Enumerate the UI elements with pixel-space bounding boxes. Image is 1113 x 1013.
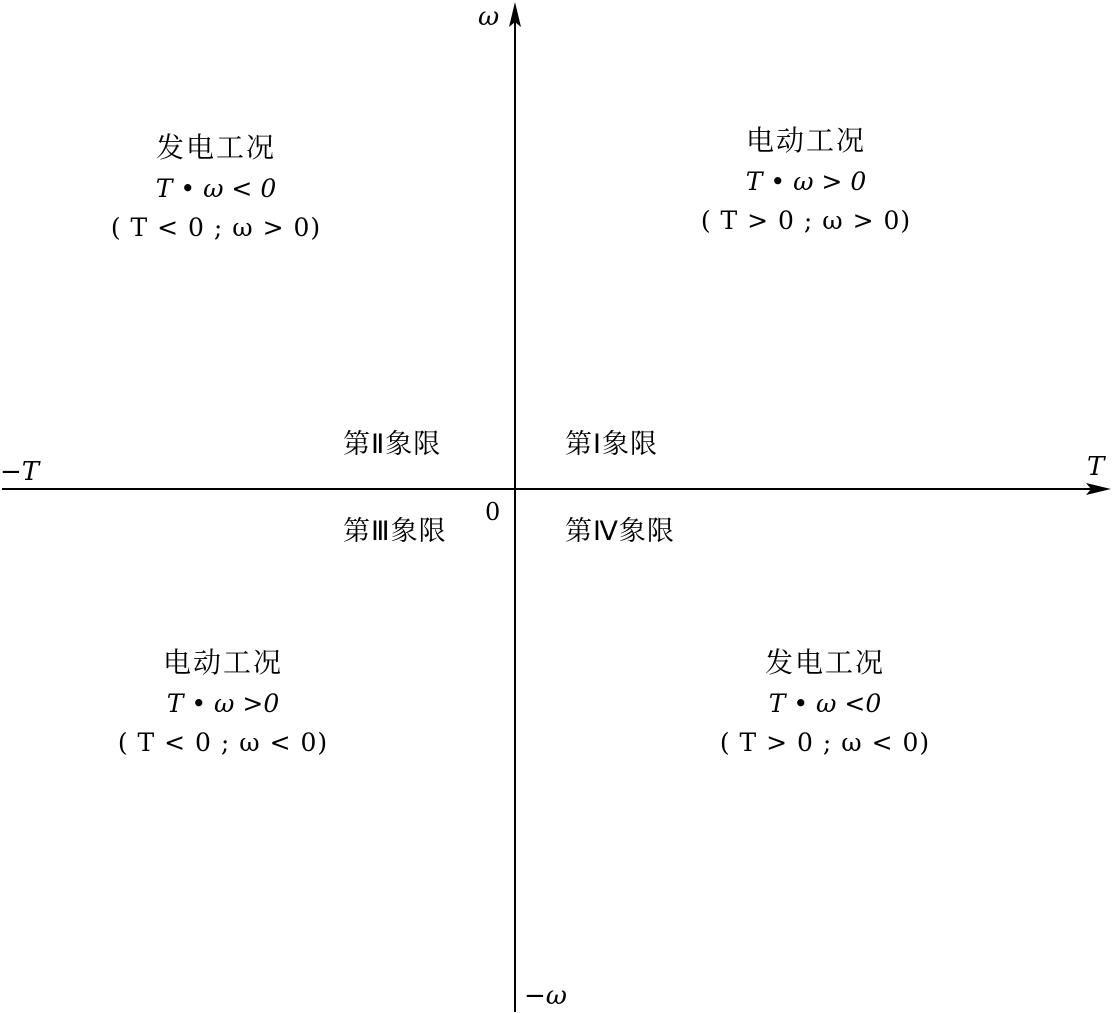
region-title: 发电工况 [155, 131, 277, 164]
origin-label: 0 [485, 498, 501, 526]
region-condition: ( T > 0 ; ω < 0) [719, 728, 931, 757]
region-formula: T • ω >0 [166, 689, 280, 718]
omega-axis-label: ω [478, 2, 500, 32]
region-condition: ( T > 0 ; ω > 0) [700, 206, 912, 235]
quadrant-2-label: 第Ⅱ象限 [343, 429, 442, 460]
region-title: 发电工况 [764, 646, 886, 679]
region-top-right [700, 124, 912, 235]
t-axis-label: T [1087, 452, 1105, 482]
region-formula: T • ω < 0 [155, 174, 277, 203]
quadrant-3-label: 第Ⅲ象限 [343, 516, 447, 547]
region-bottom-right [719, 646, 931, 757]
negative-t-axis-label: −T [0, 457, 40, 487]
quadrant-1-label: 第Ⅰ象限 [565, 429, 658, 460]
negative-omega-axis-label: −ω [524, 981, 567, 1011]
region-title: 电动工况 [745, 124, 867, 157]
region-condition: ( T < 0 ; ω > 0) [110, 213, 322, 242]
region-formula: T • ω <0 [768, 689, 882, 718]
region-condition: ( T < 0 ; ω < 0) [117, 728, 329, 757]
region-formula: T • ω > 0 [745, 167, 867, 196]
region-top-left [110, 131, 322, 242]
region-title: 电动工况 [162, 646, 284, 679]
region-bottom-left [117, 646, 329, 757]
quadrant-4-label: 第Ⅳ象限 [565, 516, 675, 547]
